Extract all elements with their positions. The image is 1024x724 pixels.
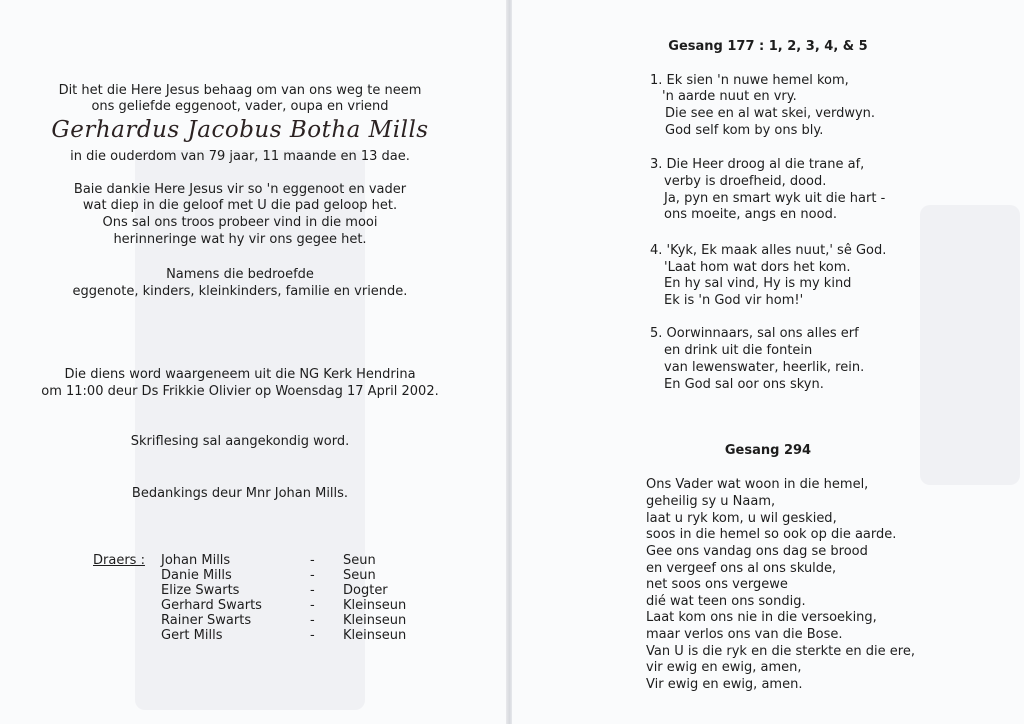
- bearer-dash: -: [310, 568, 315, 583]
- bearer-name: Gerhard Swarts: [161, 598, 262, 613]
- bearer-name: Johan Mills: [161, 553, 231, 568]
- verse-line: 1. Ek sien 'n nuwe hemel kom,: [650, 73, 849, 88]
- scripture-note: Skriflesing sal aangekondig word.: [130, 434, 350, 449]
- bearers-label: Draers :: [93, 553, 145, 568]
- verse-line: ons moeite, angs en nood.: [664, 207, 837, 222]
- bearer-dash: -: [310, 583, 315, 598]
- prayer-line: maar verlos ons van die Bose.: [646, 627, 843, 642]
- bearer-relation: Seun: [343, 553, 376, 568]
- bearer-dash: -: [310, 628, 315, 643]
- bearer-relation: Kleinseun: [343, 628, 407, 643]
- verse-line: 5. Oorwinnaars, sal ons alles erf: [650, 326, 859, 341]
- thanks-line-3: Ons sal ons troos probeer vind in die mooi: [102, 215, 378, 230]
- bearer-row: [0, 598, 480, 613]
- prayer-line: geheilig sy u Naam,: [646, 494, 776, 509]
- right-page: [512, 0, 1024, 724]
- prayer-line: net soos ons vergewe: [646, 577, 788, 592]
- verse-line: God self kom by ons bly.: [665, 123, 824, 138]
- verse-line: verby is droefheid, dood.: [664, 174, 827, 189]
- thanks-line-4: herinneringe wat hy vir ons gegee het.: [113, 232, 367, 247]
- bearer-name: Danie Mills: [161, 568, 232, 583]
- age-line: in die ouderdom van 79 jaar, 11 maande en 13 dae.: [70, 149, 410, 164]
- verse-line: En hy sal vind, Hy is my kind: [664, 276, 852, 291]
- service-line-2: om 11:00 deur Ds Frikkie Olivier op Woensdag 17 April 2002.: [41, 384, 439, 399]
- behalf-line-1: Namens die bedroefde: [166, 267, 314, 282]
- prayer-line: Laat kom ons nie in die versoeking,: [646, 610, 877, 625]
- thanks-line-1: Baie dankie Here Jesus vir so 'n eggenoot en vader: [73, 182, 407, 197]
- behalf-line-2: eggenote, kinders, kleinkinders, familie en vriende.: [72, 284, 408, 299]
- bearer-relation: Dogter: [343, 583, 388, 598]
- verse-line: 3. Die Heer droog al die trane af,: [650, 157, 865, 172]
- acknowledgement-note: Bedankings deur Mnr Johan Mills.: [131, 486, 349, 501]
- hymn-294-title: Gesang 294: [724, 443, 812, 458]
- bearer-dash: -: [310, 553, 315, 568]
- bearer-dash: -: [310, 598, 315, 613]
- bearer-name: Elize Swarts: [161, 583, 240, 598]
- intro-line-2: ons geliefde eggenoot, vader, oupa en vriend: [91, 99, 389, 114]
- bearer-row: [0, 628, 480, 643]
- thanks-line-2: wat diep in die geloof met U die pad geloop het.: [82, 198, 398, 213]
- bearer-row: [0, 568, 480, 583]
- left-page: [0, 0, 507, 724]
- prayer-line: en vergeef ons al ons skulde,: [646, 561, 837, 576]
- bearer-row: [0, 613, 480, 628]
- prayer-line: Vir ewig en ewig, amen.: [646, 677, 803, 692]
- bearer-relation: Kleinseun: [343, 613, 407, 628]
- deceased-name: Gerhardus Jacobus Botha Mills: [51, 117, 429, 143]
- verse-line: Die see en al wat skei, verdwyn.: [665, 106, 876, 121]
- verse-line: Ek is 'n God vir hom!': [664, 293, 804, 308]
- verse-line: van lewenswater, heerlik, rein.: [664, 360, 865, 375]
- hymn-177-title: Gesang 177 : 1, 2, 3, 4, & 5: [668, 39, 868, 54]
- bearer-name: Gert Mills: [161, 628, 223, 643]
- verse-line: 'n aarde nuut en vry.: [662, 89, 797, 104]
- verse-line: En God sal oor ons skyn.: [664, 377, 824, 392]
- prayer-line: Ons Vader wat woon in die hemel,: [646, 477, 869, 492]
- verse-line: Ja, pyn en smart wyk uit die hart -: [664, 191, 886, 206]
- prayer-line: soos in die hemel so ook op die aarde.: [646, 527, 897, 542]
- prayer-line: Van U is die ryk en die sterkte en die ere,: [646, 644, 915, 659]
- prayer-line: laat u ryk kom, u wil geskied,: [646, 511, 837, 526]
- service-line-1: Die diens word waargeneem uit die NG Kerk Hendrina: [64, 367, 416, 382]
- prayer-line: vir ewig en ewig, amen,: [646, 660, 802, 675]
- verse-line: en drink uit die fontein: [664, 343, 813, 358]
- bearer-relation: Seun: [343, 568, 376, 583]
- bearer-dash: -: [310, 613, 315, 628]
- verse-line: 4. 'Kyk, Ek maak alles nuut,' sê God.: [650, 243, 887, 258]
- verse-line: 'Laat hom wat dors het kom.: [664, 260, 851, 275]
- bearer-row: [0, 583, 480, 598]
- prayer-line: Gee ons vandag ons dag se brood: [646, 544, 868, 559]
- bearer-row: [0, 553, 480, 568]
- intro-line-1: Dit het die Here Jesus behaag om van ons weg te neem: [58, 83, 422, 98]
- bearer-relation: Kleinseun: [343, 598, 407, 613]
- bearer-name: Rainer Swarts: [161, 613, 252, 628]
- prayer-line: dié wat teen ons sondig.: [646, 594, 806, 609]
